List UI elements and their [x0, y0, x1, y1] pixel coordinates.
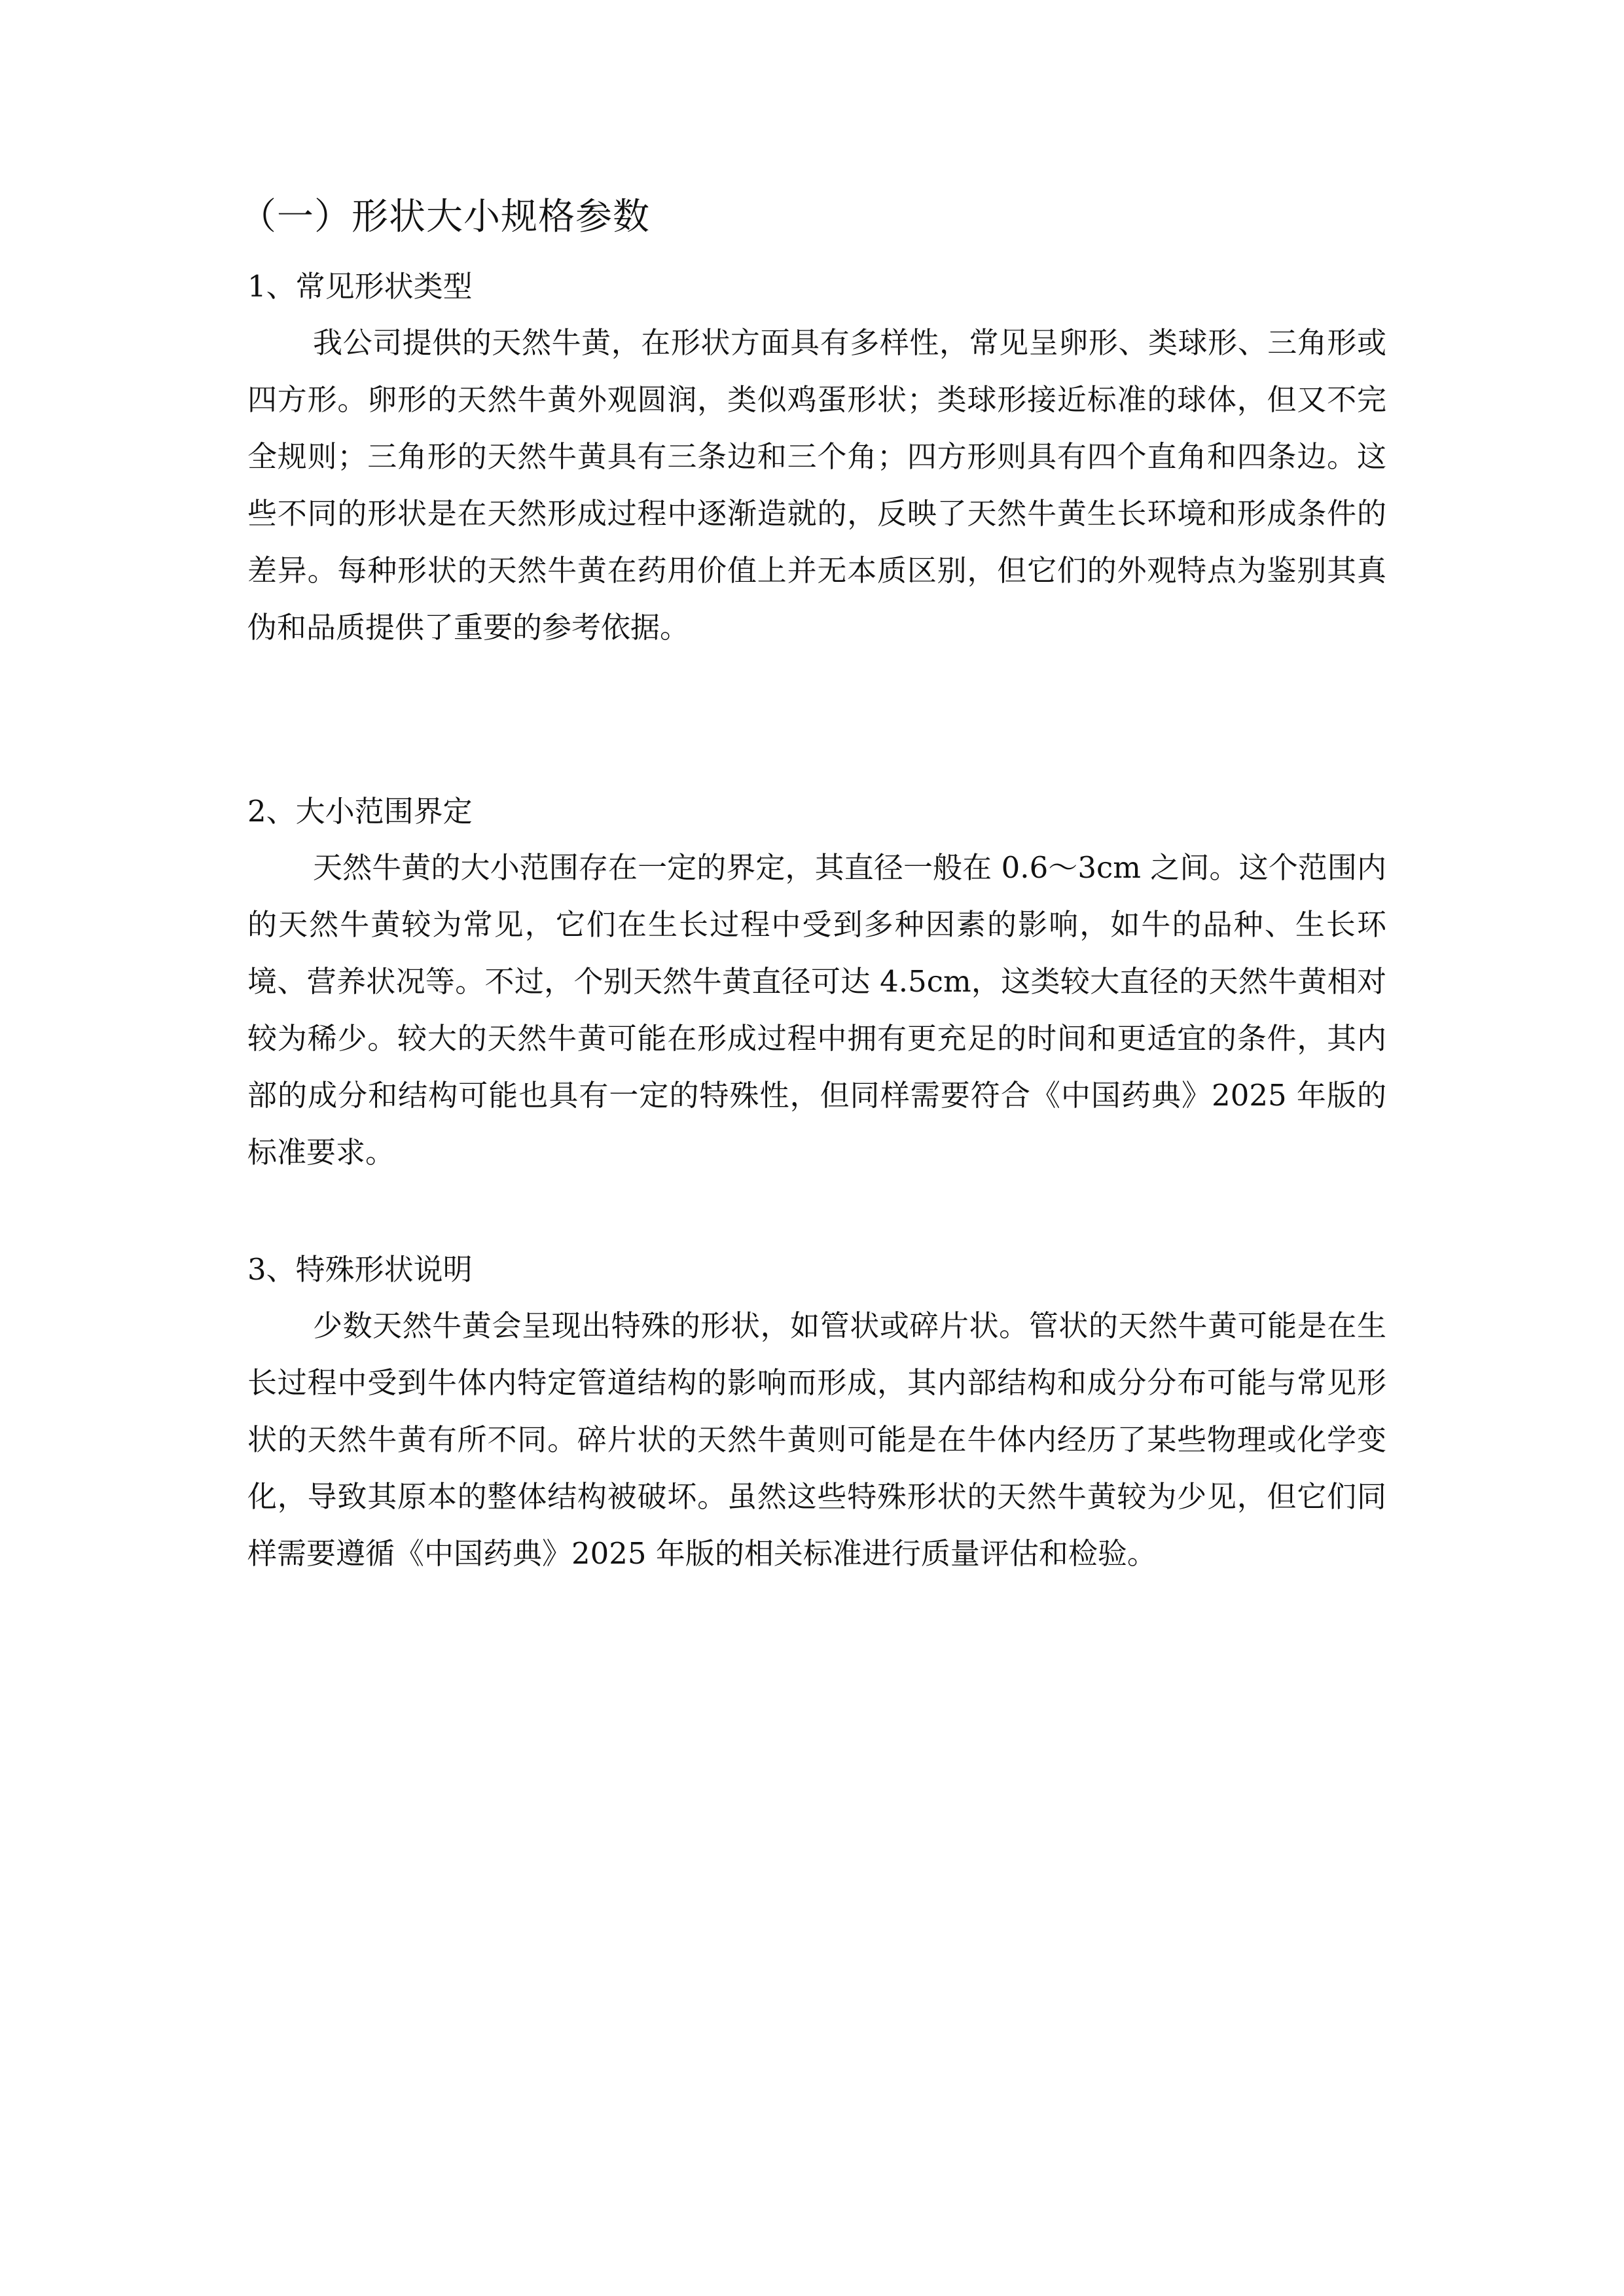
subsection-body-shapes: 我公司提供的天然牛黄，在形状方面具有多样性，常见呈卵形、类球形、三角形或四方形。卵形的天然牛黄外观圆润，类似鸡蛋形状；类球形接近标准的球体，但又不完全规则；三角形的天然牛黄具有三条边和三个角；四方形则具有四个直角和四条边。这些不同的形状是在天然形成过程中逐渐造就的，反映了天然牛黄生长环境和形成条件的差异。每种形状的天然牛黄在药用价值上并无本质区别，但它们的外观特点为鉴别其真伪和品质提供了重要的参考依据。 [247, 325, 1386, 645]
subsection-title-special: 3、特殊形状说明 [247, 1252, 473, 1287]
subsection-body-special: 少数天然牛黄会呈现出特殊的形状，如管状或碎片状。管状的天然牛黄可能是在生长过程中受到牛体内特定管道结构的影响而形成，其内部结构和成分分布可能与常见形状的天然牛黄有所不同。碎片状的天然牛黄则可能是在牛体内经历了某些物理或化学变化，导致其原本的整体结构被破坏。虽然这些特殊形状的天然牛黄较为少见，但它们同样需要遵循《中国药典》2025 年版的相关标准进行质量评估和检验。 [247, 1308, 1386, 1571]
section-heading: （一）形状大小规格参数 [240, 196, 650, 238]
subsection-body-size: 天然牛黄的大小范围存在一定的界定，其直径一般在 0.6～3cm 之间。这个范围内的天然牛黄较为常见，它们在生长过程中受到多种因素的影响，如牛的品种、生长环境、营养状况等。不过，个别天然牛黄直径可达 4.5cm，这类较大直径的天然牛黄相对较为稀少。较大的天然牛黄可能在形成过程中拥有更充足的时间和更适宜的条件，其内部的成分和结构可能也具有一定的特殊性，但同样需要符合《中国药典》2025 年版的标准要求。 [247, 850, 1386, 1170]
subsection-title-size: 2、大小范围界定 [247, 794, 473, 829]
subsection-title-shapes: 1、常见形状类型 [247, 269, 473, 304]
